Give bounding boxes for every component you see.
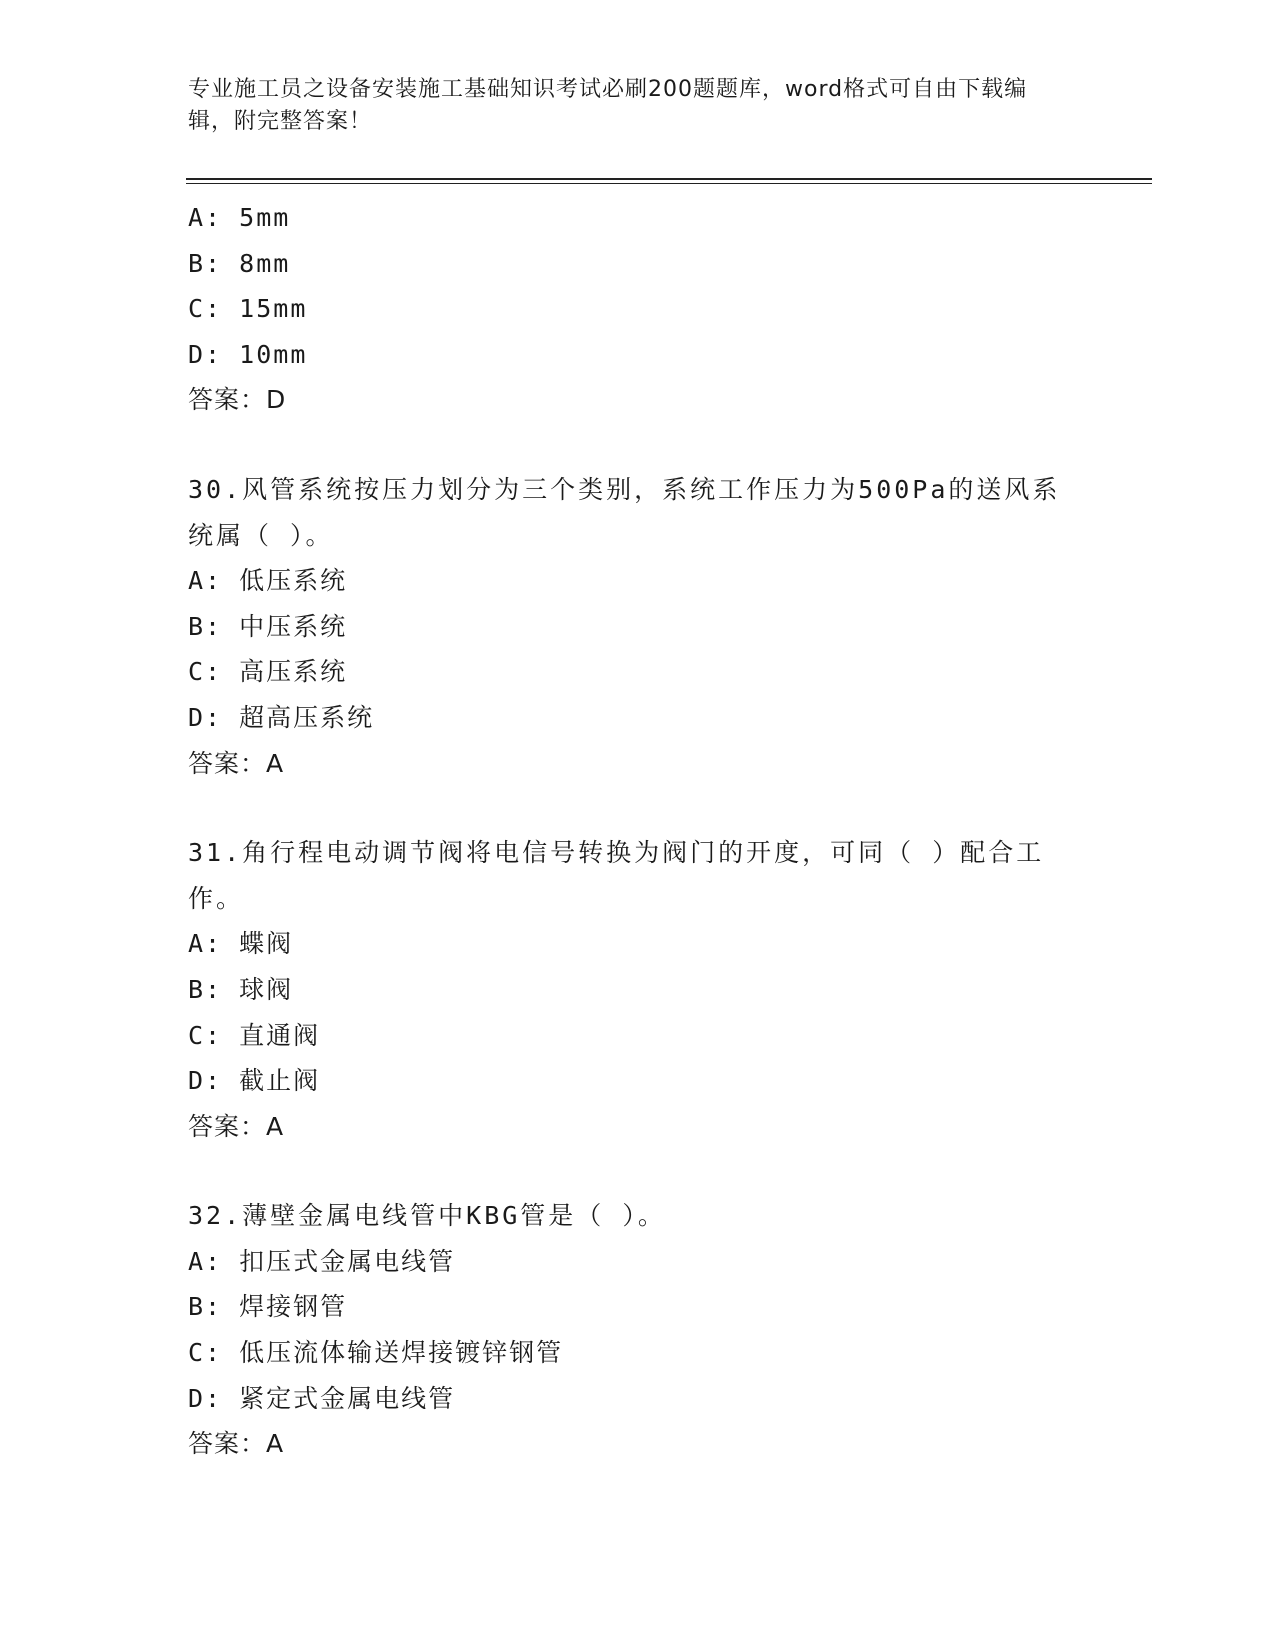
question-29-continued <box>188 195 1088 423</box>
question-30 <box>188 467 1088 786</box>
option-a: A: 蝶阀 <box>188 929 294 959</box>
option-b: B: 8mm <box>188 248 291 278</box>
question-31 <box>188 830 1088 1149</box>
answer: 答案：A <box>188 1429 285 1459</box>
option-b: B: 中压系统 <box>188 611 348 641</box>
option-c: C: 直通阀 <box>188 1020 321 1050</box>
question-32 <box>188 1193 1088 1467</box>
question-stem: 30.风管系统按压力划分为三个类别，系统工作压力为500Pa的送风系统属（ ）。 <box>188 474 1061 550</box>
answer: 答案：D <box>188 385 287 415</box>
question-list <box>188 195 1088 1467</box>
option-a: A: 扣压式金属电线管 <box>188 1246 456 1276</box>
option-b: B: 焊接钢管 <box>188 1292 348 1322</box>
answer: 答案：A <box>188 1111 285 1141</box>
answer: 答案：A <box>188 748 285 778</box>
option-d: D: 截止阀 <box>188 1066 321 1096</box>
document-title: 专业施工员之设备安装施工基础知识考试必刷200题题库，word格式可自由下载编辑，附完整答案！ <box>188 77 1028 134</box>
option-d: D: 10mm <box>188 339 308 369</box>
option-a: A: 5mm <box>188 203 291 232</box>
option-d: D: 紧定式金属电线管 <box>188 1383 456 1413</box>
option-d: D: 超高压系统 <box>188 702 375 732</box>
question-stem: 32.薄壁金属电线管中KBG管是（ ）。 <box>188 1201 666 1231</box>
header-divider-thick <box>186 178 1152 180</box>
option-a: A: 低压系统 <box>188 566 348 596</box>
question-stem: 31.角行程电动调节阀将电信号转换为阀门的开度，可同（ ）配合工作。 <box>188 838 1045 913</box>
option-c: C: 15mm <box>188 294 308 324</box>
header-divider-thin <box>186 183 1152 184</box>
option-c: C: 低压流体输送焊接镀锌钢管 <box>188 1338 564 1368</box>
document-header <box>188 74 1068 138</box>
option-b: B: 球阀 <box>188 974 294 1004</box>
option-c: C: 高压系统 <box>188 657 348 687</box>
